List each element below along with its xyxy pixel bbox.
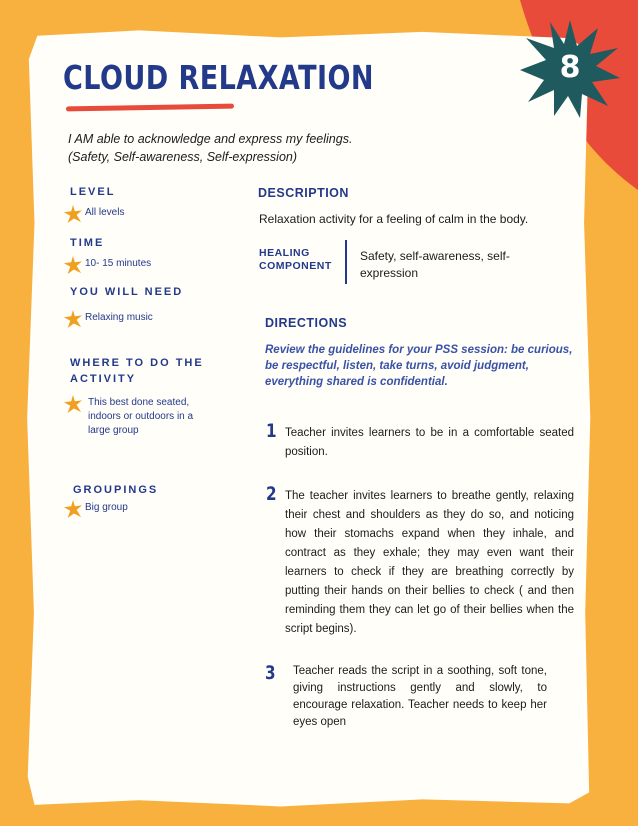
intro-statement: [68, 130, 448, 166]
step-3-text: Teacher reads the script in a soothing, soft tone, giving instructions gently and slowly, to encourage relaxation. Teacher needs to keep her eyes open: [293, 665, 547, 728]
level-label: LEVEL: [70, 186, 116, 198]
groupings-value: Big group: [85, 502, 128, 513]
page-title: CLOUD RELAXATION: [63, 58, 374, 97]
directions-heading: DIRECTIONS: [265, 316, 348, 330]
need-value: Relaxing music: [85, 312, 153, 323]
step-1-number: 1: [266, 420, 277, 442]
intro-line-1: I AM able to acknowledge and express my feelings.: [68, 132, 353, 146]
healing-component-text: Safety, self-awareness, self-expression: [360, 249, 510, 280]
healing-divider: [345, 240, 347, 284]
bullet-star-icon: [64, 205, 82, 223]
time-value: 10- 15 minutes: [85, 258, 152, 269]
activity-number: 8: [559, 50, 581, 85]
description-text: Relaxation activity for a feeling of calm in the body.: [259, 212, 529, 226]
need-label: YOU WILL NEED: [70, 286, 184, 298]
healing-component-label: [259, 247, 332, 273]
groupings-label: GROUPINGS: [73, 484, 159, 496]
level-value: All levels: [85, 207, 125, 218]
step-2-text: The teacher invites learners to breathe gently, relaxing their chest and shoulders as they do so, and noticing how their stomachs expand when they inhale, and contract as they exhale; they may even want their learners to check if they are breathing correctly by putting their hands on their bellies to check ( and then reminding them they can let go of their bellies when the script begins).: [285, 490, 574, 635]
bullet-star-icon: [64, 500, 82, 518]
intro-line-2: (Safety, Self-awareness, Self-expression): [68, 150, 298, 164]
bullet-star-icon: [64, 310, 82, 328]
time-label: TIME: [70, 237, 105, 249]
where-value: This best done seated, indoors or outdoors in a large group: [88, 397, 194, 436]
healing-label-line-1: HEALING: [259, 247, 310, 259]
step-2-number: 2: [266, 483, 277, 505]
healing-label-line-2: COMPONENT: [259, 260, 332, 272]
bullet-star-icon: [64, 395, 82, 413]
where-label: WHERE TO DO THE ACTIVITY: [70, 357, 204, 385]
bullet-star-icon: [64, 256, 82, 274]
description-heading: DESCRIPTION: [258, 186, 349, 200]
step-1-text: Teacher invites learners to be in a comfortable seated position.: [285, 427, 574, 458]
step-3-number: 3: [265, 662, 276, 684]
guidelines-text: Review the guidelines for your PSS session: be curious, be respectful, listen, take turns, avoid judgment, everything shared is confidential.: [265, 344, 573, 388]
